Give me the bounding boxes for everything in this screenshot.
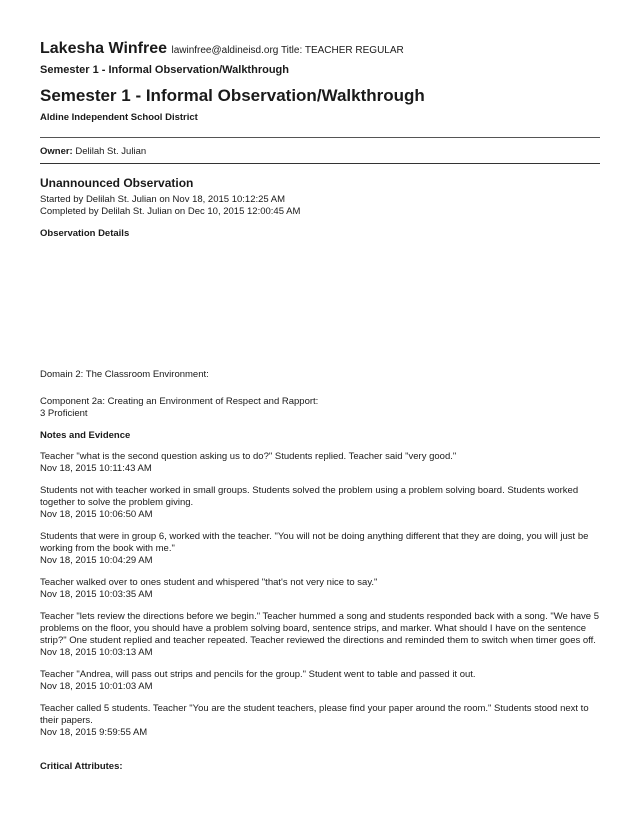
notes-list <box>40 451 600 739</box>
component-title: Component 2a: Creating an Environment of Respect and Rapport: <box>40 396 319 407</box>
notes-heading: Notes and Evidence <box>40 430 131 441</box>
component-block <box>40 396 600 420</box>
note-item <box>40 669 600 693</box>
form-title: Semester 1 - Informal Observation/Walkthrough <box>40 86 425 105</box>
note-text: Students not with teacher worked in small groups. Students solved the problem using a problem solving board. Students worked together to solve the problem giving. <box>40 485 579 508</box>
teacher-meta: lawinfree@aldineisd.org Title: TEACHER REGULAR <box>171 45 404 56</box>
started-line: Started by Delilah St. Julian on Nov 18, 2015 10:12:25 AM <box>40 194 286 205</box>
observation-details-heading: Observation Details <box>40 228 130 239</box>
note-timestamp: Nov 18, 2015 10:01:03 AM <box>40 681 153 692</box>
note-item <box>40 577 600 601</box>
note-item <box>40 611 600 659</box>
note-item <box>40 451 600 475</box>
divider <box>40 163 600 164</box>
note-text: Teacher "Andrea, will pass out strips and pencils for the group." Student went to table and passed it out. <box>40 669 476 680</box>
note-text: Students that were in group 6, worked with the teacher. "You will not be doing anything different that they are doing, you will just be working from the book with me." <box>40 531 589 554</box>
note-item <box>40 531 600 567</box>
critical-attributes-heading: Critical Attributes: <box>40 761 123 772</box>
note-timestamp: Nov 18, 2015 10:06:50 AM <box>40 509 153 520</box>
owner-label: Owner: <box>40 146 73 157</box>
note-text: Teacher "lets review the directions before we begin." Teacher hummed a song and students responded back with a song. "We have 5 problems on the floor, you should have a problem solving board, sentence strips, and marker. What should I have on the sentence strip?" One student replied and teacher repeated. Teacher reviewed the directions and reminded them to switch when timer goes off. <box>40 611 599 646</box>
owner-line <box>40 146 600 157</box>
document-page <box>40 40 600 772</box>
note-item <box>40 485 600 521</box>
note-timestamp: Nov 18, 2015 10:03:35 AM <box>40 589 153 600</box>
owner-name: Delilah St. Julian <box>75 146 147 157</box>
note-text: Teacher "what is the second question asking us to do?" Students replied. Teacher said "very good." <box>40 451 457 462</box>
note-timestamp: Nov 18, 2015 9:59:55 AM <box>40 727 148 738</box>
document-header <box>40 40 600 58</box>
completed-line: Completed by Delilah St. Julian on Dec 10, 2015 12:00:45 AM <box>40 206 301 217</box>
divider <box>40 137 600 138</box>
district-name: Aldine Independent School District <box>40 112 198 123</box>
teacher-name: Lakesha Winfree <box>40 40 168 57</box>
note-item <box>40 703 600 739</box>
note-text: Teacher walked over to ones student and whispered "that's not very nice to say." <box>40 577 378 588</box>
note-timestamp: Nov 18, 2015 10:03:13 AM <box>40 647 153 658</box>
note-timestamp: Nov 18, 2015 10:11:43 AM <box>40 463 152 474</box>
domain-title: Domain 2: The Classroom Environment: <box>40 369 209 380</box>
header-subtitle: Semester 1 - Informal Observation/Walkthrough <box>40 64 289 76</box>
observation-heading: Unannounced Observation <box>40 176 194 190</box>
note-timestamp: Nov 18, 2015 10:04:29 AM <box>40 555 153 566</box>
component-rating: 3 Proficient <box>40 408 88 419</box>
note-text: Teacher called 5 students. Teacher "You are the student teachers, please find your paper around the room." Students stood next to their papers. <box>40 703 589 726</box>
